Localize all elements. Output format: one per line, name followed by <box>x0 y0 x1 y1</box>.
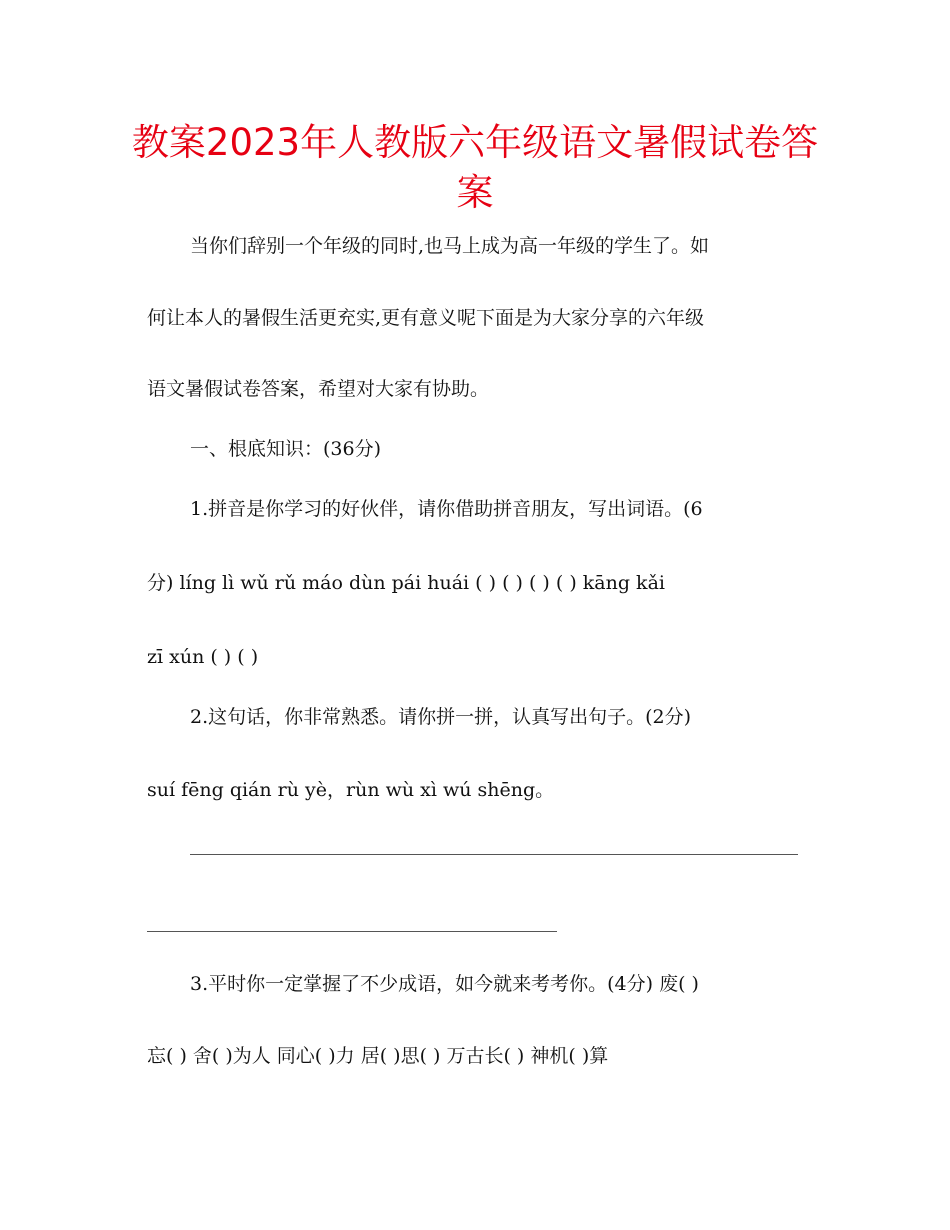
intro-line-3: 语文暑假试卷答案，希望对大家有协助。 <box>147 378 490 400</box>
answer-line-1 <box>190 854 798 855</box>
intro-line-1: 当你们辞别一个年级的同时,也马上成为高一年级的学生了。如 <box>190 235 710 257</box>
question-3-line-1: 3.平时你一定掌握了不少成语，如今就来考考你。(4分) 废( ) <box>190 973 699 995</box>
section-heading: 一、根底知识：(36分) <box>190 438 382 460</box>
answer-line-2 <box>147 931 557 932</box>
question-3-line-2: 忘( ) 舍( )为人 同心( )力 居( )思( ) 万古长( ) 神机( )算 <box>147 1045 609 1067</box>
question-2-line-1: 2.这句话，你非常熟悉。请你拼一拼，认真写出句子。(2分) <box>190 706 692 728</box>
document-title: 教案2023年人教版六年级语文暑假试卷答案 <box>131 121 819 214</box>
intro-line-2: 何让本人的暑假生活更充实,更有意义呢下面是为大家分享的六年级 <box>147 307 705 329</box>
question-2-pinyin: suí fēng qián rù yè，rùn wù xì wú shēng。 <box>147 779 555 801</box>
question-1-line-2: 分) líng lì wǔ rǔ máo dùn pái huái ( ) ( ) ( ) ( ) kāng kǎi <box>147 572 665 594</box>
question-1-line-1: 1.拼音是你学习的好伙伴，请你借助拼音朋友，写出词语。(6 <box>190 498 703 520</box>
question-1-line-3: zī xún ( ) ( ) <box>147 646 259 668</box>
